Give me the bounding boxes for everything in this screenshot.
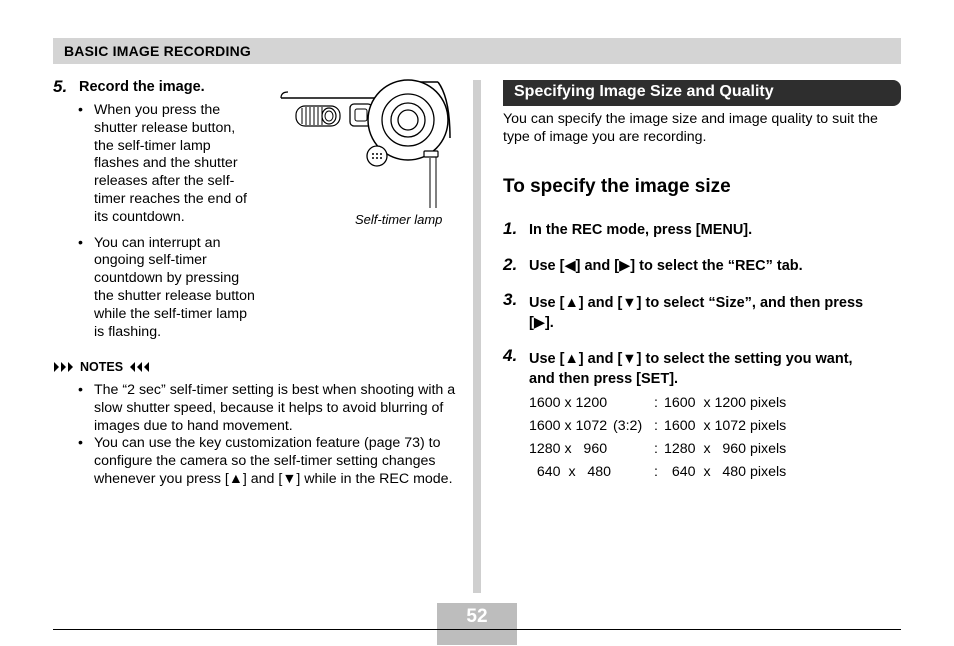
separator-cell: : (654, 463, 658, 480)
notes-left-arrows-icon (53, 361, 75, 373)
step-2-number: 2. (503, 255, 518, 274)
table-row (529, 460, 786, 483)
page-number-tab (437, 630, 517, 645)
section-title: Specifying Image Size and Quality (514, 83, 774, 100)
size-cell: 1600 x 1072 (529, 417, 608, 434)
step-4-number: 4. (503, 346, 518, 365)
self-timer-lamp-icon (424, 151, 438, 157)
list-item: • You can use the key customization feature (page 73) to configure the camera so the self-timer setting changes whenever you press [▲] and [▼] while in the REC mode. (78, 435, 458, 488)
pixels-cell: 1600 x 1072 pixels (664, 417, 787, 434)
separator-cell: : (654, 394, 658, 411)
pixels-cell: 1600 x 1200 pixels (664, 394, 787, 411)
header-title: BASIC IMAGE RECORDING (64, 43, 251, 59)
step-5-label: Record the image. (79, 79, 205, 95)
step-3-number: 3. (503, 290, 518, 309)
list-item: • You can interrupt an ongoing self-timer countdown by pressing the shutter release button while the self-timer lamp is flashing. (78, 235, 256, 342)
table-row (529, 414, 786, 437)
table-row (529, 391, 786, 414)
image-sizes-table (529, 391, 786, 483)
subheading: To specify the image size (503, 176, 731, 197)
notes-list (78, 382, 458, 489)
shutter-grip-icon (296, 106, 340, 126)
notes-header (53, 360, 150, 374)
pixels-cell: 640 x 480 pixels (664, 463, 787, 480)
size-cell: 1280 x 960 (529, 440, 608, 457)
notes-label: NOTES (80, 360, 124, 374)
step-2-text: Use [◀] and [▶] to select the “REC” tab. (529, 258, 803, 274)
list-item: • When you press the shutter release button, the self-timer lamp flashes and the shutter releases after the self-timer reaches the end of its countdown. (78, 102, 256, 227)
step-1-text: In the REC mode, press [MENU]. (529, 222, 753, 238)
aspect-cell (613, 391, 654, 414)
step-5-bullets (78, 102, 256, 341)
page-number: 52 (466, 606, 488, 627)
column-divider (473, 80, 481, 593)
separator-cell: : (654, 417, 658, 434)
footer-rule (53, 629, 901, 630)
step-3-text: Use [▲] and [▼] to select “Size”, and then press [▶]. (529, 295, 864, 331)
aspect-cell: (3:2) (613, 417, 643, 434)
separator-cell: : (654, 440, 658, 457)
step-5-number: 5. (53, 77, 68, 96)
size-cell: 640 x 480 (529, 463, 612, 480)
table-row (529, 437, 786, 460)
aspect-cell (613, 460, 654, 483)
size-cell: 1600 x 1200 (529, 394, 608, 411)
microphone-icon (367, 146, 387, 166)
list-item: • The “2 sec” self-timer setting is best when shooting with a slow shutter speed, because it helps to avoid blurring of images due to hand movement. (78, 382, 458, 435)
pixels-cell: 1280 x 960 pixels (664, 440, 787, 457)
step-1-number: 1. (503, 219, 518, 238)
aspect-cell (613, 437, 654, 460)
notes-right-arrows-icon (128, 361, 150, 373)
step-4-text: Use [▲] and [▼] to select the setting you want, and then press [SET]. (529, 351, 853, 387)
section-intro: You can specify the image size and image quality to suit the type of image you are recording. (503, 111, 878, 145)
figure-caption: Self-timer lamp (355, 212, 443, 227)
